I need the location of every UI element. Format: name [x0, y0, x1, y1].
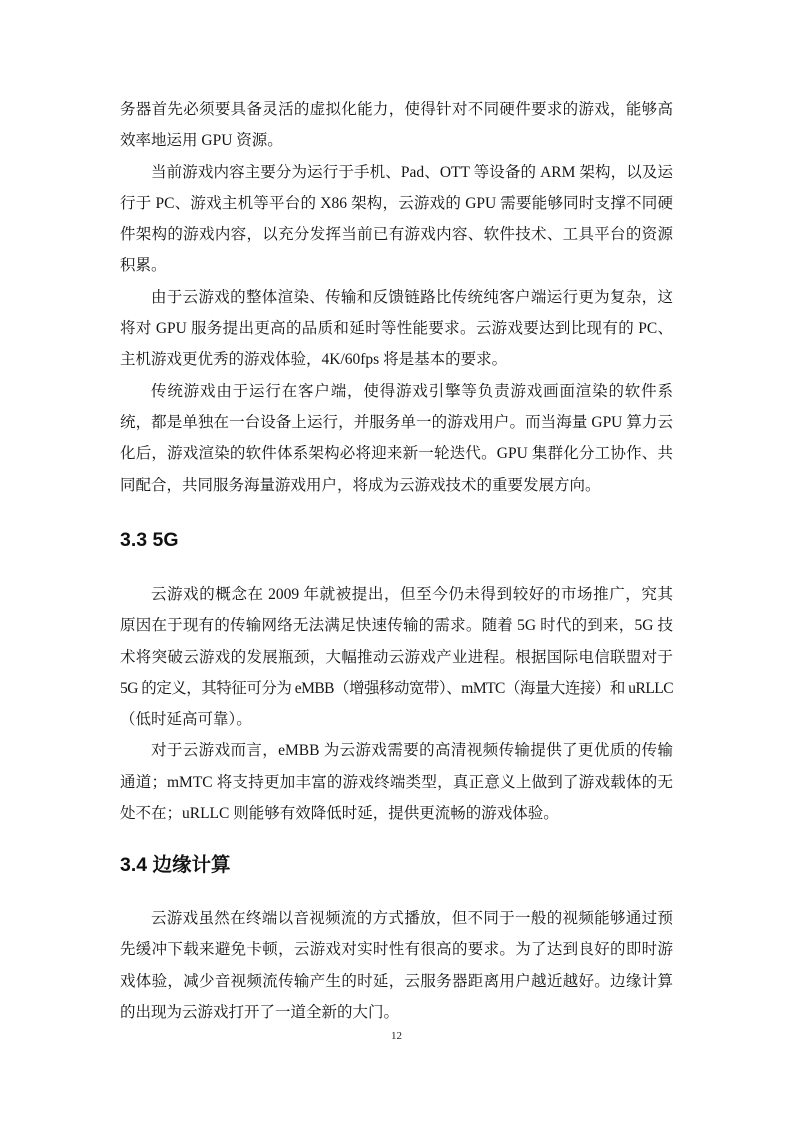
paragraph-line: 术将突破云游戏的发展瓶颈，大幅推动云游戏产业进程。根据国际电信联盟对于 — [120, 648, 673, 666]
paragraph — [120, 579, 673, 735]
paragraph-line: 云游戏虽然在终端以音视频流的方式播放，但不同于一般的视频能够通过预 — [151, 910, 673, 927]
paragraph-line: 同配合，共同服务海量游戏用户，将成为云游戏技术的重要发展方向。 — [120, 476, 601, 494]
paragraph-line: 的出现为云游戏打开了一道全新的大门。 — [120, 1003, 400, 1021]
paragraph-line: 行于 PC、游戏主机等平台的 X86 架构，云游戏的 GPU 需要能够同时支撑不同硬 — [120, 194, 673, 212]
paragraph — [120, 376, 673, 501]
paragraph-line: 先缓冲下载来避免卡顿，云游戏对实时性有很高的要求。为了达到良好的即时游 — [120, 941, 673, 959]
paragraph-line: 戏体验，减少音视频流传输产生的时延，云服务器距离用户越近越好。边缘计算 — [120, 972, 673, 990]
paragraph — [120, 94, 673, 157]
paragraph-line: 当前游戏内容主要分为运行于手机、Pad、OTT 等设备的 ARM 架构，以及运 — [151, 163, 673, 181]
paragraph-line: 对于云游戏而言，eMBB 为云游戏需要的高清视频传输提供了更优质的传输 — [151, 742, 673, 760]
section-body-5g — [120, 579, 673, 829]
paragraph-line: 主机游戏更优秀的游戏体验，4K/60fps 将是基本的要求。 — [120, 351, 508, 369]
paragraph-line: 化后，游戏渲染的软件体系架构必将迎来新一轮迭代。GPU 集群化分工协作、共 — [120, 445, 673, 463]
paragraph — [120, 903, 673, 1028]
paragraph-line: 通道；mMTC 将支持更加丰富的游戏终端类型，真正意义上做到了游戏载体的无 — [120, 773, 673, 791]
paragraph-line: 务器首先必须要具备灵活的虚拟化能力，使得针对不同硬件要求的游戏，能够高 — [120, 101, 673, 118]
paragraph-line: 将对 GPU 服务提出更高的品质和延时等性能要求。云游戏要达到比现有的 PC、 — [120, 320, 673, 338]
paragraph-line: 统，都是单独在一台设备上运行，并服务单一的游戏用户。而当海量 GPU 算力云 — [120, 413, 673, 431]
paragraph — [120, 282, 673, 376]
paragraph-line: 传统游戏由于运行在客户端，使得游戏引擎等负责游戏画面渲染的软件系 — [151, 382, 673, 400]
section-body-edge — [120, 903, 673, 1028]
paragraph — [120, 735, 673, 829]
paragraph-line: 5G 的定义，其特征可分为 eMBB（增强移动宽带）、mMTC（海量大连接）和 uRLLC — [120, 679, 673, 697]
section-heading-3-4: 3.4 边缘计算 — [120, 854, 231, 876]
page-number: 12 — [391, 1030, 402, 1042]
paragraph-line: 原因在于现有的传输网络无法满足快速传输的需求。随着 5G 时代的到来，5G 技 — [120, 617, 673, 635]
paragraph-line: （低时延高可靠）。 — [120, 711, 252, 729]
paragraph-line: 效率地运用 GPU 资源。 — [120, 132, 283, 150]
paragraph — [120, 157, 673, 282]
paragraph-line: 由于云游戏的整体渲染、传输和反馈链路比传统纯客户端运行更为复杂，这 — [151, 288, 673, 306]
paragraph-line: 云游戏的概念在 2009 年就被提出，但至今仍未得到较好的市场推广，究其 — [151, 586, 673, 603]
section-heading-3-3: 3.3 5G — [120, 529, 179, 551]
paragraph-line: 积累。 — [120, 257, 167, 275]
paragraph-line: 件架构的游戏内容，以充分发挥当前已有游戏内容、软件技术、工具平台的资源 — [120, 226, 673, 244]
section-body-intro — [120, 94, 673, 501]
paragraph-line: 处不在；uRLLC 则能够有效降低时延，提供更流畅的游戏体验。 — [120, 805, 559, 823]
